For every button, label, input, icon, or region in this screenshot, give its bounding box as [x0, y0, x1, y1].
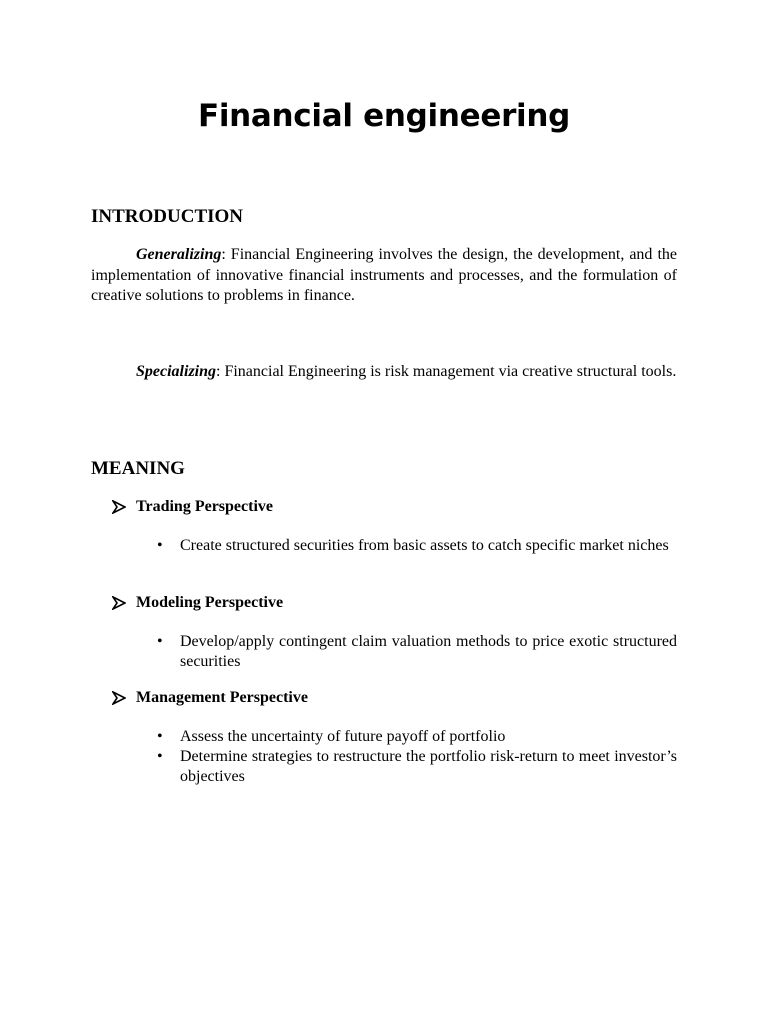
- perspective-label: Modeling Perspective: [136, 594, 284, 611]
- specializing-lead: Specializing: [136, 363, 217, 380]
- list-item: [157, 536, 677, 556]
- trading-bullet-list: [157, 536, 677, 556]
- bullet-dot-icon: •: [157, 748, 163, 765]
- generalizing-paragraph: [91, 245, 677, 307]
- arrowhead-icon: [112, 691, 126, 705]
- specializing-text: : Financial Engineering is risk management via creative structural tools.: [216, 363, 677, 380]
- management-bullet-list: [157, 727, 677, 787]
- arrowhead-icon: [112, 596, 126, 610]
- bullet-text: Develop/apply contingent claim valuation methods to price exotic structured securities: [180, 633, 677, 670]
- perspective-label: Management Perspective: [136, 689, 308, 706]
- bullet-dot-icon: •: [157, 633, 163, 650]
- introduction-heading: INTRODUCTION: [91, 206, 244, 227]
- perspective-label: Trading Perspective: [136, 498, 274, 515]
- bullet-text: Determine strategies to restructure the portfolio risk-return to meet investor’s objectives: [180, 748, 677, 785]
- perspective-management: [112, 689, 308, 707]
- list-item: [157, 632, 677, 672]
- bullet-dot-icon: •: [157, 728, 163, 745]
- modeling-bullet-list: [157, 632, 677, 672]
- bullet-text: Create structured securities from basic assets to catch specific market niches: [180, 537, 669, 554]
- meaning-heading: MEANING: [91, 458, 185, 479]
- bullet-text: Assess the uncertainty of future payoff of portfolio: [180, 728, 506, 745]
- generalizing-text: : Financial Engineering involves the design, the development, and the implementation of innovative financial instruments and processes, and the formulation of creative solutions to problems in finance.: [91, 246, 677, 304]
- perspective-trading: [112, 498, 273, 516]
- bullet-dot-icon: •: [157, 537, 163, 554]
- page-title: Financial engineering: [197, 98, 571, 134]
- list-item: [157, 747, 677, 787]
- list-item: [157, 727, 677, 747]
- perspective-modeling: [112, 594, 283, 612]
- specializing-paragraph: [91, 362, 677, 383]
- generalizing-lead: Generalizing: [136, 246, 222, 263]
- arrowhead-icon: [112, 500, 126, 514]
